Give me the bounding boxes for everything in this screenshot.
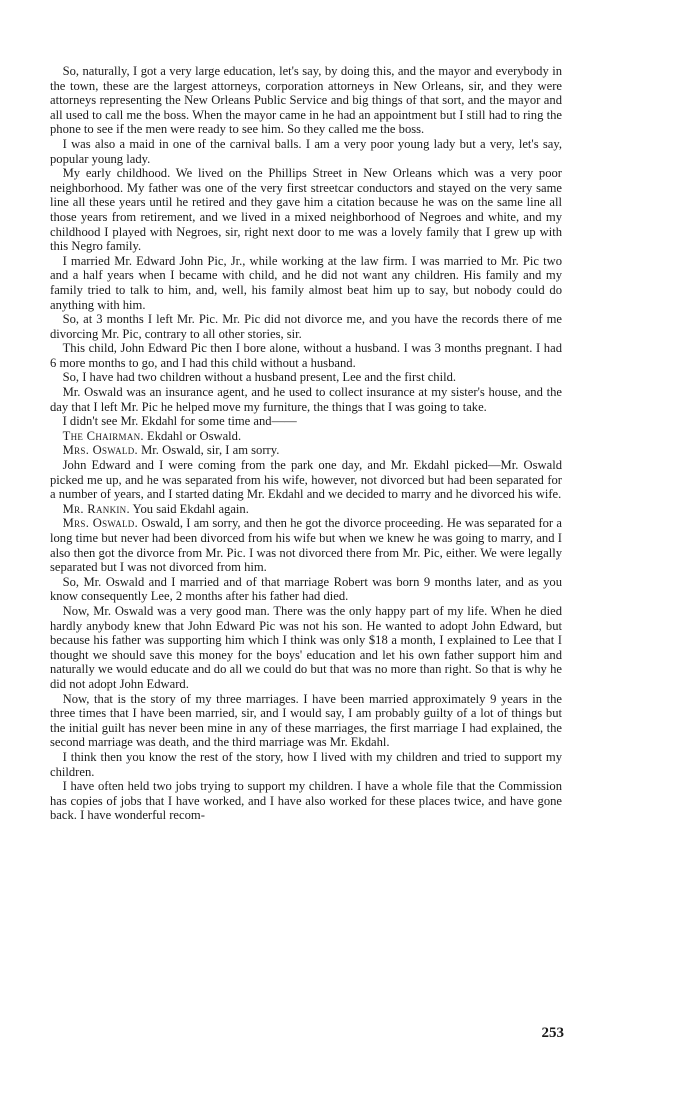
paragraph: I was also a maid in one of the carnival balls. I am a very poor young lady but a very, let's say, popular young lady. bbox=[50, 136, 562, 166]
page-number: 253 bbox=[541, 1025, 564, 1041]
paragraph: Now, that is the story of my three marriages. I have been married approximately 9 years in the three times that I have been married, sir, and I would say, I am probably guilty of a lot of things but the initial guilt has never been mine in any of these marriages, the first marriage I had explained, the second marriage was death, and the third marriage was Mr. Ekdahl. bbox=[50, 691, 562, 750]
paragraph: I think then you know the rest of the story, how I lived with my children and tried to support my children. bbox=[50, 749, 562, 779]
document-body bbox=[50, 64, 562, 823]
paragraph: Mr. Oswald was an insurance agent, and he used to collect insurance at my sister's house, and the day that I left Mr. Pic he helped move my furniture, the things that I was going to take. bbox=[50, 385, 562, 414]
paragraph: I didn't see Mr. Ekdahl for some time and—— bbox=[62, 414, 297, 429]
paragraph: So, I have had two children without a husband present, Lee and the first child. bbox=[62, 370, 457, 385]
paragraph: Now, Mr. Oswald was a very good man. There was the only happy part of my life. When he died hardly anybody knew that John Edward Pic was not his son. He wanted to adopt John Edward, but because his father was supporting him which I think was only $18 a month, I explained to Lee that I thought we should save this money for the boys' education and let his own father support him and naturally we would educate and do all we could do but that was no more than right. So that is why he did not adopt John Edward. bbox=[50, 603, 562, 691]
paragraph: John Edward and I were coming from the park one day, and Mr. Ekdahl picked—Mr. Oswald picked me up, and he was separated from his wife, however, not divorced but had been separated for a number of years, and I started dating Mr. Ekdahl and we decided to marry and he divorced his wife. bbox=[50, 458, 562, 502]
paragraph: I have often held two jobs trying to support my children. I have a whole file that the Commission has copies of jobs that I have worked, and I have also worked for these places twice, and have gone back. I have wonderful recom- bbox=[50, 779, 562, 823]
paragraph: So, naturally, I got a very large education, let's say, by doing this, and the mayor and everybody in the town, these are the largest attorneys, corporation attorneys in New Orleans, sir, and they were attorneys representing the New Orleans Public Service and big things of that sort, and the mayor and all used to call me the boss. When the mayor came in he had an appointment but I still had to ring the phone to see if the men were ready to see him. So they called me the boss. bbox=[50, 64, 562, 137]
paragraph: Mr. Rankin. You said Ekdahl again. bbox=[62, 501, 249, 516]
paragraph: Mrs. Oswald. Mr. Oswald, sir, I am sorry. bbox=[62, 443, 280, 458]
paragraph: So, at 3 months I left Mr. Pic. Mr. Pic did not divorce me, and you have the records there of me divorcing Mr. Pic, contrary to all other stories, sir. bbox=[50, 312, 562, 341]
paragraph: My early childhood. We lived on the Phillips Street in New Orleans which was a very poor neighborhood. My father was one of the very first streetcar conductors and stayed on the very same line all these years until he retired and they gave him a citation because he was on the same line all those years from retirement, and we lived in a mixed neighborhood of Negroes and white, and my childhood I played with Negroes, sir, right next door to me was a lovely family that I grew up with this Negro family. bbox=[50, 166, 562, 254]
speaker-label: Mr. Rankin. bbox=[62, 501, 130, 516]
paragraph: Mrs. Oswald. Oswald, I am sorry, and then he got the divorce proceeding. He was separated for a long time but never had been divorced from his wife but when we knew he was going to marry, and I also then got the divorce from Mr. Pic. I was not divorced there from Mr. Pic, either. We were legally separated but I was not divorced from him. bbox=[50, 516, 562, 575]
paragraph: This child, John Edward Pic then I bore alone, without a husband. I was 3 months pregnant. I had 6 more months to go, and I had this child without a husband. bbox=[50, 341, 562, 370]
speaker-label: The Chairman. bbox=[62, 428, 144, 443]
paragraph: The Chairman. Ekdahl or Oswald. bbox=[62, 428, 242, 443]
speaker-label: Mrs. Oswald. bbox=[62, 516, 139, 531]
paragraph: So, Mr. Oswald and I married and of that marriage Robert was born 9 months later, and as you know consequently Lee, 2 months after his father had died. bbox=[50, 574, 562, 604]
paragraph: I married Mr. Edward John Pic, Jr., while working at the law firm. I was married to Mr. Pic two and a half years when I became with child, and he did not want any children. His family and my family tried to talk to him, and, well, his family almost beat him up to say, but nobody could do anything with him. bbox=[50, 253, 562, 312]
speaker-label: Mrs. Oswald. bbox=[62, 443, 138, 458]
